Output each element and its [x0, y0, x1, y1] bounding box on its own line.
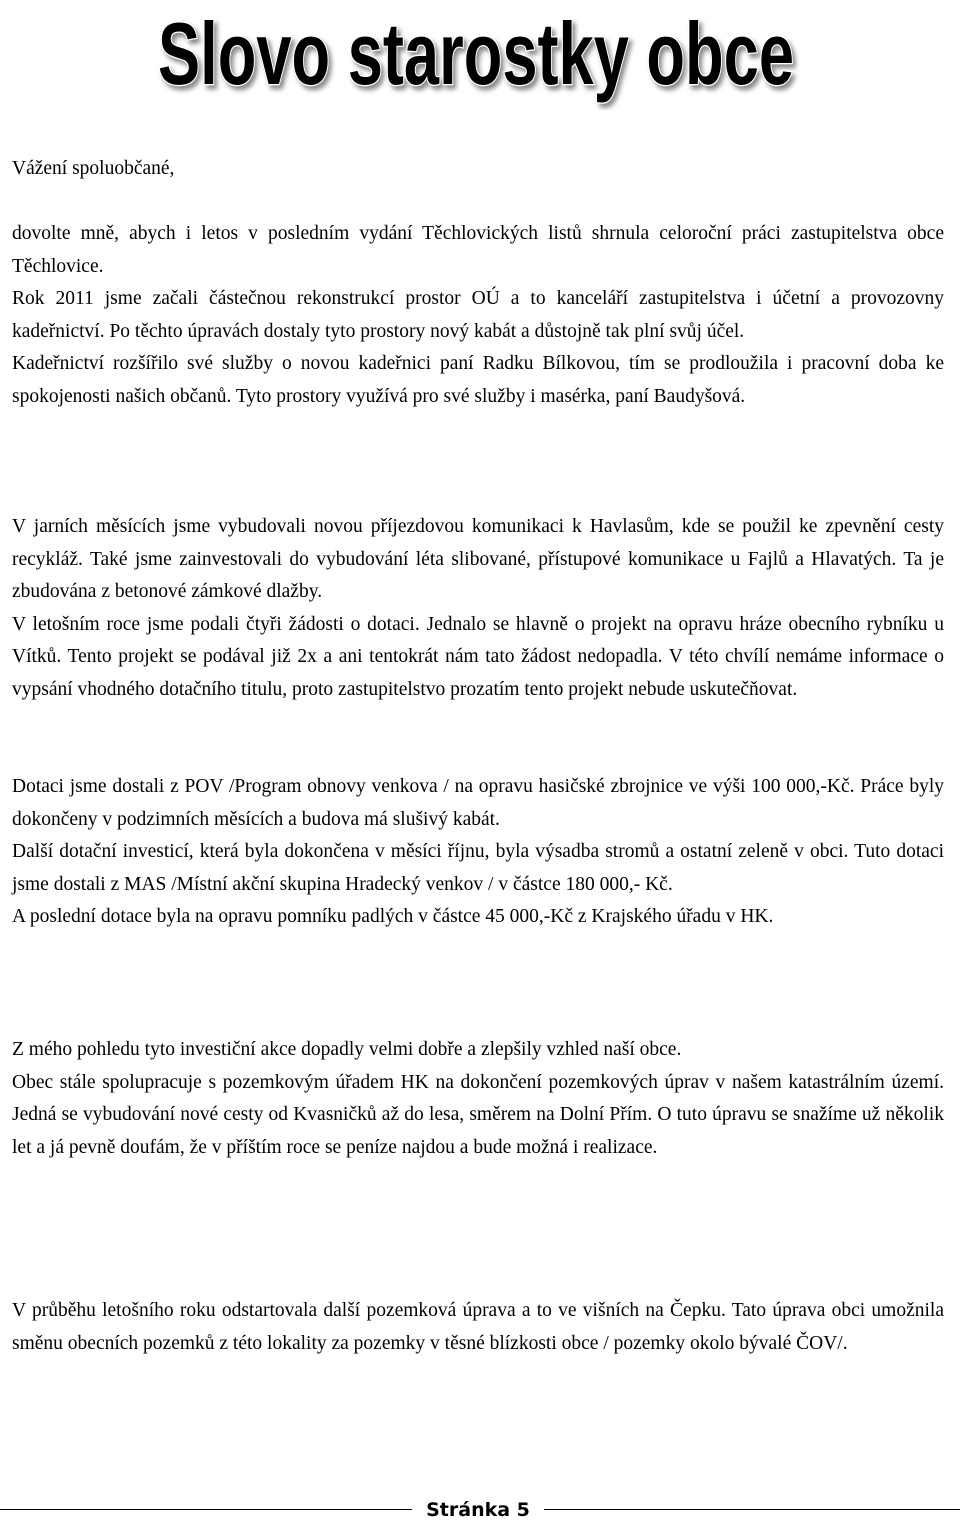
paragraph-subsidy-applications: V letošním roce jsme podali čtyři žádosti o dotaci. Jednalo se hlavně o projekt na opravu hráze obecního rybníku u Vítků. Tento projekt se podával již 2x a ani tentokrát nám tato žádost nedopadla. V této chvílí nemáme informace o vypsání vhodného dotačního titulu, proto zastupitelstvo prozatím tento projekt nebude uskutečňovat. [12, 613, 944, 700]
page-header [0, 0, 960, 110]
paragraph-office-reconstruction: Rok 2011 jsme začali částečnou rekonstrukcí prostor OÚ a to kanceláří zastupitelstva i účetní a provozovny kadeřnictví. Po těchto úpravách dostaly tyto prostory nový kabát a důstojně tak plní svůj účel. [12, 288, 944, 342]
footer-rule-right [544, 1509, 960, 1510]
paragraph-roads: V jarních měsících jsme vybudovali novou příjezdovou komunikaci k Havlasům, kde se použil ke zpevnění cesty recykláž. Také jsme zainvestovali do vybudování léta slibované, přístupové komunikace u Fajlů a Hlavatých. Ta je zbudována z betonové zámkové dlažby. [12, 516, 944, 602]
salutation: Vážení spoluobčané, [12, 158, 175, 179]
paragraph-greenery: Další dotační investicí, která byla dokončena v měsíci říjnu, byla výsadba stromů a ostatní zeleně v obci. Tuto dotaci jsme dostali z MAS /Místní akční skupina Hradecký venkov / v částce 180 000,- Kč. [12, 841, 944, 895]
footer-rule-left [0, 1509, 412, 1510]
page-number: Stránka 5 [426, 1499, 530, 1521]
paragraph-hairdresser: Kadeřnictví rozšířilo své služby o novou kadeřnici paní Radku Bílkovou, tím se prodloužila i pracovní doba ke spokojenosti našich občanů. Tyto prostory využívá pro své služby i masérka, paní Baudyšová. [12, 353, 944, 407]
paragraph-memorial: A poslední dotace byla na opravu pomníku padlých v částce 45 000,-Kč z Krajského úřadu v HK. [12, 906, 774, 927]
page-title: Slovo starostky obce [158, 4, 794, 103]
title-graphic [0, 0, 960, 110]
salutation-section [12, 153, 944, 186]
letter-block-subsidies [12, 771, 944, 934]
paragraph-fire-station: Dotaci jsme dostali z POV /Program obnovy venkova / na opravu hasičské zbrojnice ve výši 100 000,-Kč. Práce byly dokončeny v podzimních měsících a budova má slušivý kabát. [12, 776, 944, 830]
paragraph-land-exchange: V průběhu letošního roku odstartovala další pozemková úprava a to ve višních na Čepku. Tato úprava obci umožnila směnu obecních pozemků z této lokality za pozemky v těsné blízkosti obce / pozemky okolo bývalé ČOV/. [12, 1300, 944, 1354]
letter-block-cepek [12, 1295, 944, 1360]
paragraph-land-office: Obec stále spolupracuje s pozemkovým úřadem HK na dokončení pozemkových úprav v našem katastrálním území. Jedná se vybudování nové cesty od Kvasničků až do lesa, směrem na Dolní Přím. O tuto úpravu se snažíme už několik let a já pevně doufám, že v příštím roce se peníze najdou a bude možná i realizace. [12, 1071, 944, 1158]
letter-block-intro [12, 218, 944, 413]
paragraph-intro: dovolte mně, abych i letos v posledním vydání Těchlovických listů shrnula celoroční práci zastupitelstva obce Těchlovice. [12, 223, 944, 277]
letter-block-roads [12, 511, 944, 706]
page-footer [0, 1495, 960, 1528]
letter-block-land [12, 1034, 944, 1164]
paragraph-summary: Z mého pohledu tyto investiční akce dopadly velmi dobře a zlepšily vzhled naší obce. [12, 1039, 682, 1060]
